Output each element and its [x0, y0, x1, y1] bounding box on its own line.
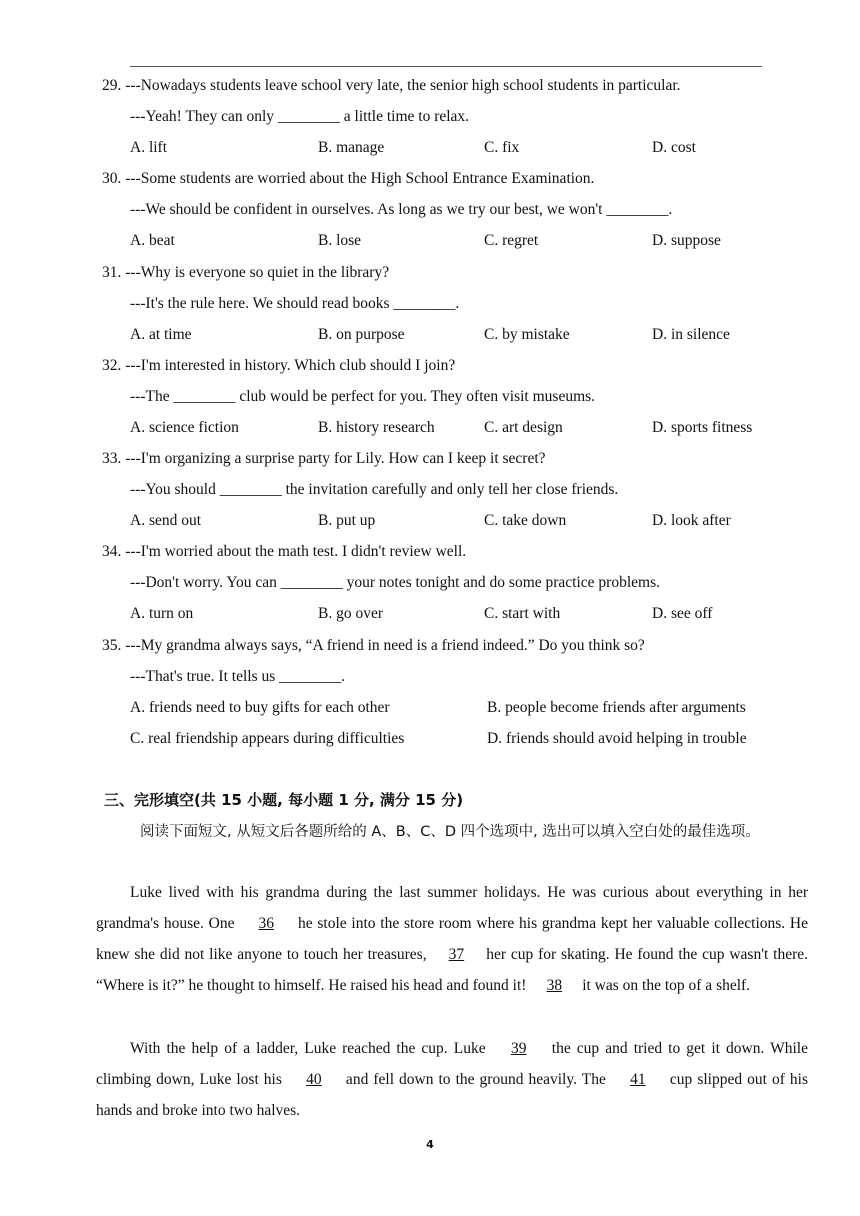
question-reply: ---Don't worry. You can ________ your notes tonight and do some practice problems.: [130, 574, 660, 591]
question-reply: ---We should be confident in ourselves. As long as we try our best, we won't ________.: [130, 201, 673, 218]
option-b: B. put up: [318, 512, 376, 529]
question-stem: 35. ---My grandma always says, “A friend in need is a friend indeed.” Do you think so?: [102, 637, 645, 654]
question-35: [102, 630, 802, 754]
cloze-blank-40: 40: [306, 1071, 322, 1088]
question-options: [102, 225, 802, 256]
option-a: A. lift: [130, 139, 168, 156]
option-b: B. lose: [318, 232, 362, 249]
question-reply: ---The ________ club would be perfect for you. They often visit museums.: [130, 388, 596, 405]
option-b: B. history research: [318, 419, 435, 436]
question-reply: ---Yeah! They can only ________ a little time to relax.: [130, 108, 470, 125]
question-31: [102, 257, 802, 350]
option-c: C. regret: [484, 232, 539, 249]
question-30: [102, 163, 802, 256]
question-options: [102, 505, 802, 536]
option-d: D. in silence: [652, 326, 730, 343]
passage-text: he stole into the store room where his grandma kept her valuable collections. He knew she did not like anyone to touch her treasures,: [96, 915, 808, 963]
option-b: B. manage: [318, 139, 385, 156]
question-stem: 33. ---I'm organizing a surprise party for Lily. How can I keep it secret?: [102, 450, 546, 467]
cloze-blank-36: 36: [258, 915, 274, 932]
passage-text: Luke lived with his grandma during the last summer holidays. He was curious about everything in her grandma's house. One: [96, 884, 808, 932]
option-d: D. see off: [652, 605, 713, 622]
option-d: D. friends should avoid helping in trouble: [487, 730, 747, 747]
option-d: D. sports fitness: [652, 419, 753, 436]
option-d: D. look after: [652, 512, 731, 529]
option-c: C. art design: [484, 419, 563, 436]
question-reply: ---That's true. It tells us ________.: [130, 668, 346, 685]
option-d: D. suppose: [652, 232, 721, 249]
question-32: [102, 350, 802, 443]
top-rule: [130, 66, 762, 67]
section-heading: 三、完形填空(共 15 小题, 每小题 1 分, 满分 15 分): [104, 791, 464, 809]
option-c: C. by mistake: [484, 326, 570, 343]
question-34: [102, 536, 802, 629]
question-reply: ---It's the rule here. We should read books ________.: [130, 295, 460, 312]
option-a: A. beat: [130, 232, 175, 249]
option-b: B. on purpose: [318, 326, 405, 343]
question-29: [102, 70, 802, 163]
option-b: B. people become friends after arguments: [487, 699, 746, 716]
option-c: C. fix: [484, 139, 520, 156]
option-a: A. turn on: [130, 605, 194, 622]
page-number: 4: [426, 1138, 434, 1151]
option-a: A. at time: [130, 326, 192, 343]
option-a: A. send out: [130, 512, 202, 529]
cloze-blank-37: 37: [448, 946, 465, 963]
passage-text: and fell down to the ground heavily. The: [340, 1071, 611, 1088]
passage-text: With the help of a ladder, Luke reached the cup. Luke: [130, 1040, 492, 1057]
question-reply: ---You should ________ the invitation carefully and only tell her close friends.: [130, 481, 619, 498]
cloze-blank-41: 41: [630, 1071, 646, 1088]
question-stem: 29. ---Nowadays students leave school very late, the senior high school students in particular.: [102, 77, 681, 94]
question-33: [102, 443, 802, 536]
passage-text: cup slipped out of his hands and broke into two halves.: [96, 1071, 808, 1119]
option-d: D. cost: [652, 139, 696, 156]
passage-paragraph-1: [96, 877, 808, 1001]
section-instruction: 阅读下面短文, 从短文后各题所给的 A、B、C、D 四个选项中, 选出可以填入空白处的最佳选项。: [140, 824, 760, 840]
option-c: C. start with: [484, 605, 561, 622]
option-a: A. friends need to buy gifts for each other: [130, 699, 390, 716]
question-stem: 31. ---Why is everyone so quiet in the library?: [102, 264, 390, 281]
cloze-blank-39: 39: [510, 1040, 527, 1057]
question-stem: 30. ---Some students are worried about the High School Entrance Examination.: [102, 170, 595, 187]
question-options: [102, 132, 802, 163]
question-options: [102, 598, 802, 629]
option-b: B. go over: [318, 605, 384, 622]
question-options: [102, 319, 802, 350]
option-c: C. real friendship appears during difficulties: [130, 730, 405, 747]
question-options-row-2: [102, 723, 802, 754]
option-c: C. take down: [484, 512, 567, 529]
passage-text: it was on the top of a shelf.: [578, 977, 751, 994]
passage-paragraph-2: [96, 1033, 808, 1126]
cloze-blank-38: 38: [546, 977, 563, 994]
question-options: [102, 412, 802, 443]
question-options-row-1: [102, 692, 802, 723]
question-stem: 32. ---I'm interested in history. Which club should I join?: [102, 357, 456, 374]
passage-text: her cup for skating. He found the cup wasn't there. “Where is it?” he thought to himself. He raised his head and found it!: [96, 946, 808, 994]
question-stem: 34. ---I'm worried about the math test. I didn't review well.: [102, 543, 467, 560]
option-a: A. science fiction: [130, 419, 239, 436]
passage-text: the cup and tried to get it down. While climbing down, Luke lost his: [96, 1040, 808, 1088]
